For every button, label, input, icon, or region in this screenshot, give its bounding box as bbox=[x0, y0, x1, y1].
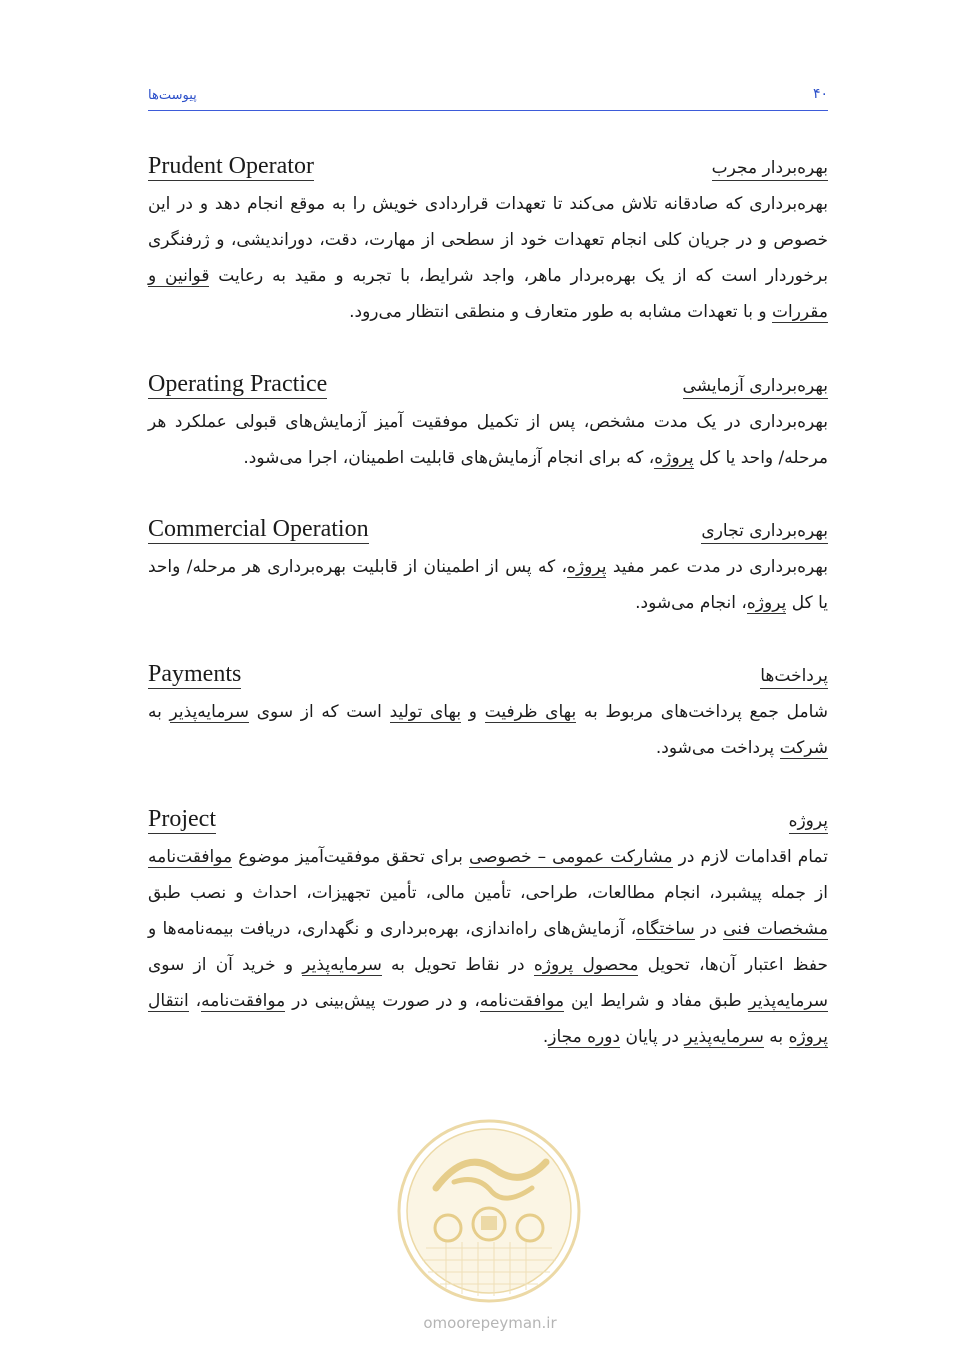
english-term: Prudent Operator bbox=[148, 153, 314, 179]
seal-inner-ring bbox=[407, 1129, 571, 1293]
persian-term: بهره‌بردار مجرب bbox=[712, 156, 828, 181]
defined-term-link: محصول پروژه bbox=[533, 955, 639, 975]
definition-text: در bbox=[694, 919, 724, 939]
definition bbox=[148, 839, 828, 1055]
page-number: ۴۰ bbox=[812, 86, 828, 102]
definition-text: بهره‌برداری در مدت عمر مفید bbox=[606, 557, 828, 577]
glossary-entry-payments bbox=[148, 660, 828, 766]
definition-text: ، bbox=[188, 991, 202, 1011]
english-term: Payments bbox=[148, 661, 242, 687]
glossary-entry-commercial-operation bbox=[148, 515, 828, 621]
definition-text: ، آزمایش‌های راه‌اندازی، بهره‌برداری و نگهداری، دریافت بیمه‌نامه‌ها و حفظ اعتبار آن‌ها، تحویل bbox=[148, 919, 828, 975]
definition-text: از جمله پیشبرد، انجام مطالعات، طراحی، تأمین مالی، تأمین تجهیزات، احداث و نصب طبق bbox=[148, 883, 828, 903]
definition-text: در نقاط تحویل به bbox=[381, 955, 534, 975]
defined-term-link: سرمایه‌پذیر bbox=[684, 1027, 764, 1047]
definition-text: و خرید آن از سوی bbox=[148, 955, 303, 975]
definition-text: ، و در صورت پیش‌بینی در bbox=[285, 991, 480, 1011]
defined-term-link: بهای ظرفیت bbox=[484, 702, 577, 722]
definition-text: طبق مفاد و شرایط این bbox=[564, 991, 749, 1011]
defined-term-link: سرمایه‌پذیر bbox=[302, 955, 382, 975]
defined-term-link: موافقت‌نامه bbox=[148, 847, 233, 867]
defined-term-link: سرمایه‌پذیر bbox=[169, 702, 250, 722]
definition-text: ، که پس از اطمینان از قابلیت بهره‌برداری هر مرحله/ واحد یا کل bbox=[148, 557, 828, 613]
definition-text: . bbox=[542, 1027, 549, 1047]
section-title: پیوست‌ها bbox=[148, 88, 197, 103]
watermark-site: omoorepeyman.ir bbox=[423, 1314, 557, 1332]
defined-term-link: موافقت‌نامه bbox=[479, 991, 565, 1011]
persian-term: بهره‌برداری تجاری bbox=[701, 519, 828, 544]
definition-text: است که از سوی bbox=[249, 702, 390, 722]
defined-term-link: مشخصات فنی bbox=[723, 919, 828, 939]
defined-term-link: دوره مجاز bbox=[548, 1027, 621, 1047]
definition-text: بهره‌برداری که صادقانه تلاش می‌کند تا تعهدات قراردادی خویش را به موقع انجام دهد و در این خصوص و در جریان کلی انجام تعهدات خود از سطحی از مهارت، دقت، دوراندیشی، و ژرفنگری برخوردار است که از یک بهره‌بردار ماهر، واجد شرایط، با تجربه و مقید به رعایت bbox=[148, 194, 828, 286]
definition bbox=[148, 186, 828, 330]
definition-text: بهره‌برداری در یک مدت مشخص، پس از تکمیل موفقیت آمیز آزمایش‌های قبولی عملکرد هر مرحله/ واحد یا کل bbox=[148, 412, 828, 468]
persian-term: پرداخت‌ها bbox=[760, 664, 828, 689]
persian-term: بهره‌برداری آزمایشی bbox=[683, 374, 828, 399]
glossary-entry-operating-practice bbox=[148, 370, 828, 476]
defined-term-link: انتقال پروژه bbox=[148, 991, 828, 1047]
seal-emblem-building bbox=[481, 1216, 497, 1230]
defined-term-link: پروژه bbox=[654, 448, 694, 468]
definition-text: در پایان bbox=[620, 1027, 685, 1047]
english-term: Operating Practice bbox=[148, 371, 328, 397]
definition-text: به bbox=[148, 702, 170, 722]
defined-term-link: موافقت‌نامه bbox=[201, 991, 286, 1011]
defined-term-link: شرکت bbox=[779, 738, 828, 758]
defined-term-link: مشارکت عمومی – خصوصی bbox=[468, 847, 673, 867]
definition-text: به bbox=[763, 1027, 789, 1047]
term-row bbox=[148, 370, 828, 404]
definition bbox=[148, 694, 828, 766]
defined-term-link: بهای تولید bbox=[389, 702, 462, 722]
defined-term-link: پروژه bbox=[746, 593, 787, 613]
term-row bbox=[148, 660, 828, 694]
glossary-entry-prudent-operator bbox=[148, 152, 828, 330]
definition-text: ، که برای انجام آزمایش‌های قابلیت اطمینان، اجرا می‌شود. bbox=[243, 448, 655, 468]
watermark-seal-logo bbox=[396, 1118, 582, 1304]
definition-text: شامل جمع پرداخت‌های مربوط به bbox=[576, 702, 828, 722]
definition-text: ، انجام می‌شود. bbox=[635, 593, 747, 613]
definition bbox=[148, 549, 828, 621]
defined-term-link: پروژه bbox=[567, 557, 607, 577]
defined-term-link: سرمایه‌پذیر bbox=[748, 991, 829, 1011]
definition bbox=[148, 404, 828, 476]
persian-term: پروژه bbox=[789, 809, 828, 834]
term-row bbox=[148, 152, 828, 186]
defined-term-link: قوانین و مقررات bbox=[148, 266, 828, 322]
page-header bbox=[148, 84, 828, 111]
term-row bbox=[148, 515, 828, 549]
definition-text: پرداخت می‌شود. bbox=[655, 738, 780, 758]
definition-text: تمام اقدامات لازم در bbox=[672, 847, 828, 867]
defined-term-link: ساختگاه bbox=[636, 919, 695, 939]
definition-text: و bbox=[461, 702, 485, 722]
definition-text: و با تعهدات مشابه به طور متعارف و منطقی انتظار می‌رود. bbox=[349, 302, 772, 322]
english-term: Commercial Operation bbox=[148, 516, 369, 542]
glossary-entry-project bbox=[148, 805, 828, 1055]
definition-text: برای تحقق موفقیت‌آمیز موضوع bbox=[232, 847, 469, 867]
english-term: Project bbox=[148, 806, 216, 832]
term-row bbox=[148, 805, 828, 839]
